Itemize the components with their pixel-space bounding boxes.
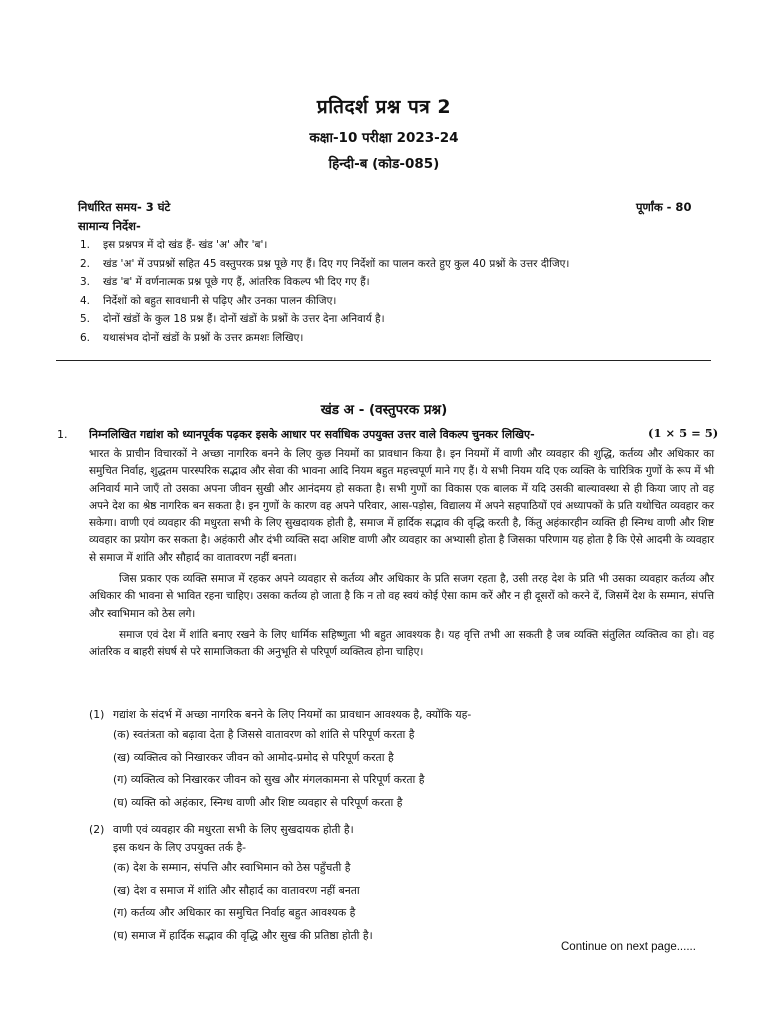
instruction-number: 5.	[80, 313, 91, 326]
sub-question-text: वाणी एवं व्यवहार की मधुरता सभी के लिए सुखदायक होती है।	[113, 823, 354, 836]
sub-question-stem	[89, 821, 689, 839]
instruction-number: 6.	[80, 331, 91, 344]
option-gha: (घ) व्यक्ति को अहंकार, स्निग्ध वाणी और शिष्ट व्यवहार से परिपूर्ण करता है	[113, 795, 403, 809]
time-allowed: निर्धारित समय- 3 घंटे	[78, 200, 171, 214]
question-marks: (1 × 5 = 5)	[648, 426, 719, 440]
instruction-item	[80, 273, 720, 292]
passage	[89, 446, 714, 666]
paper-title: प्रतिदर्श प्रश्न पत्र 2	[316, 96, 452, 118]
sub-question-prompt: इस कथन के लिए उपयुक्त तर्क है-	[113, 841, 247, 854]
question-heading: निम्नलिखित गद्यांश को ध्यानपूर्वक पढ़कर इसके आधार पर सर्वाधिक उपयुक्त उत्तर वाले विकल्प चुनकर लिखिए-	[89, 428, 535, 441]
sub-question-stem	[89, 706, 689, 724]
instruction-number: 1.	[80, 239, 91, 251]
instruction-text: खंड 'ब' में वर्णनात्मक प्रश्न पूछे गए हैं, आंतरिक विकल्प भी दिए गए हैं।	[103, 276, 370, 289]
instruction-number: 2.	[80, 257, 91, 270]
sub-question-1	[89, 706, 689, 814]
option-gha: (घ) समाज में हार्दिक सद्भाव की वृद्धि और सुख की प्रतिष्ठा होती है।	[113, 928, 373, 942]
passage-paragraph: भारत के प्राचीन विचारकों ने अच्छा नागरिक बनने के लिए कुछ नियमों का प्रावधान किया है। इन नियमों में वाणी और व्यवहार की शुद्धि, कर्तव्य और अधिकार का समुचित निर्वाह, शुद्धतम पारस्परिक सद्भाव और सेवा की भावना आदि नियम बहुत महत्त्वपूर्ण माने गए हैं। ये सभी नियम यदि एक व्यक्ति के चारित्रिक गुणों के रूप में भी अनिवार्य माने जाएँ तो उसका अपना जीवन सुखी और आनंदमय हो सकता है। सभी गुणों का विकास एक बालक में यदि उसकी बाल्यावस्था से ही किया जाए तो वह अपने देश का श्रेष्ठ नागरिक बन सकता है। इन गुणों के कारण वह अपने परिवार, आस-पड़ोस, विद्यालय में अपने सहपाठियों एवं अध्यापकों के प्रति यथोचित व्यवहार कर सकेगा। वाणी एवं व्यवहार की मधुरता सभी के लिए सुखदायक होती है, समाज में हार्दिक सद्भाव की वृद्धि करती है, किंतु अहंकारहीन व्यक्ति ही स्निग्ध वाणी और शिष्ट व्यवहार का प्रयोग कर सकता है। अहंकारी और दंभी व्यक्ति सदा अशिष्ट वाणी और व्यवहार का अभ्यासी होता है जिसका परिणाम यह होता है कि ऐसे आदमी के व्यवहार से समाज में शांति और सौहार्द का वातावरण नहीं बनता।	[89, 448, 714, 564]
instruction-item	[80, 310, 720, 329]
option-ga: (ग) कर्तव्य और अधिकार का समुचित निर्वाह बहुत आवश्यक है	[113, 906, 356, 919]
instruction-text: निर्देशों को बहुत सावधानी से पढ़िए और उनका पालन कीजिए।	[103, 294, 337, 307]
total-marks: पूर्णांक - 80	[636, 200, 692, 214]
instruction-number: 4.	[80, 294, 91, 307]
instruction-item	[80, 236, 720, 255]
instruction-item	[80, 292, 720, 311]
instruction-number: 3.	[80, 276, 91, 289]
instruction-text: यथासंभव दोनों खंडों के प्रश्नों के उत्तर क्रमशः लिखिए।	[103, 331, 304, 344]
sub-question-number: (2)	[89, 823, 105, 836]
subject-line: हिन्दी-ब (कोड-085)	[328, 156, 440, 172]
option-ka: (क) स्वतंत्रता को बढ़ावा देता है जिससे वातावरण को शांति से परिपूर्ण करता है	[113, 728, 415, 741]
continue-note: Continue on next page......	[561, 941, 696, 953]
sub-question-2	[89, 821, 689, 947]
question-number: 1.	[57, 428, 68, 441]
instructions-list	[80, 236, 720, 348]
option-kha: (ख) देश व समाज में शांति और सौहार्द का वातावरण नहीं बनता	[113, 883, 360, 897]
instruction-text: दोनों खंडों के कुल 18 प्रश्न हैं। दोनों खंडों के प्रश्नों के उत्तर देना अनिवार्य है।	[103, 313, 385, 326]
instruction-text: इस प्रश्नपत्र में दो खंड हैं- खंड 'अ' और 'ब'।	[103, 239, 268, 251]
option-ga: (ग) व्यक्तित्व को निखारकर जीवन को सुख और मंगलकामना से परिपूर्ण करता है	[113, 773, 425, 786]
option-ka: (क) देश के सम्मान, संपत्ति और स्वाभिमान को ठेस पहुँचती है	[113, 861, 351, 874]
passage-paragraph: समाज एवं देश में शांति बनाए रखने के लिए धार्मिक सहिष्णुता भी बहुत आवश्यक है। यह वृत्ति तभी आ सकती है जब व्यक्ति संतुलित व्यक्तित्व का हो। वह आंतरिक व बाहरी संघर्ष से परे सामाजिकता की अनुभूति से परिपूर्ण व्यक्तित्व होना चाहिए।	[89, 628, 714, 659]
instruction-text: खंड 'अ' में उपप्रश्नों सहित 45 वस्तुपरक प्रश्न पूछे गए हैं। दिए गए निर्देशों का पालन करते हुए कुल 40 प्रश्नों के उत्तर दीजिए।	[103, 257, 570, 270]
instruction-item	[80, 255, 720, 274]
option-kha: (ख) व्यक्तित्व को निखारकर जीवन को आमोद-प्रमोद से परिपूर्ण करता है	[113, 750, 394, 764]
instruction-item	[80, 329, 720, 348]
section-title: खंड अ - (वस्तुपरक प्रश्न)	[320, 402, 448, 418]
sub-question-text: गद्यांश के संदर्भ में अच्छा नागरिक बनने के लिए नियमों का प्रावधान आवश्यक है, क्योंकि यह-	[113, 708, 472, 721]
divider-line	[56, 360, 711, 361]
class-exam-line: कक्षा-10 परीक्षा 2023-24	[309, 130, 459, 146]
instructions-heading: सामान्य निर्देश-	[78, 219, 141, 233]
passage-paragraph: जिस प्रकार एक व्यक्ति समाज में रहकर अपने व्यवहार से कर्तव्य और अधिकार के प्रति सजग रहता है, उसी तरह देश के प्रति भी उसका व्यवहार कर्तव्य और अधिकार की भावना से भावित रहना चाहिए। उसका कर्तव्य हो जाता है कि न तो वह स्वयं कोई ऐसा काम करें और न ही दूसरों को करने दें, जिसमें देश के सम्मान, संपत्ति और स्वाभिमान को ठेस लगे।	[89, 573, 714, 620]
sub-question-number: (1)	[89, 708, 105, 721]
